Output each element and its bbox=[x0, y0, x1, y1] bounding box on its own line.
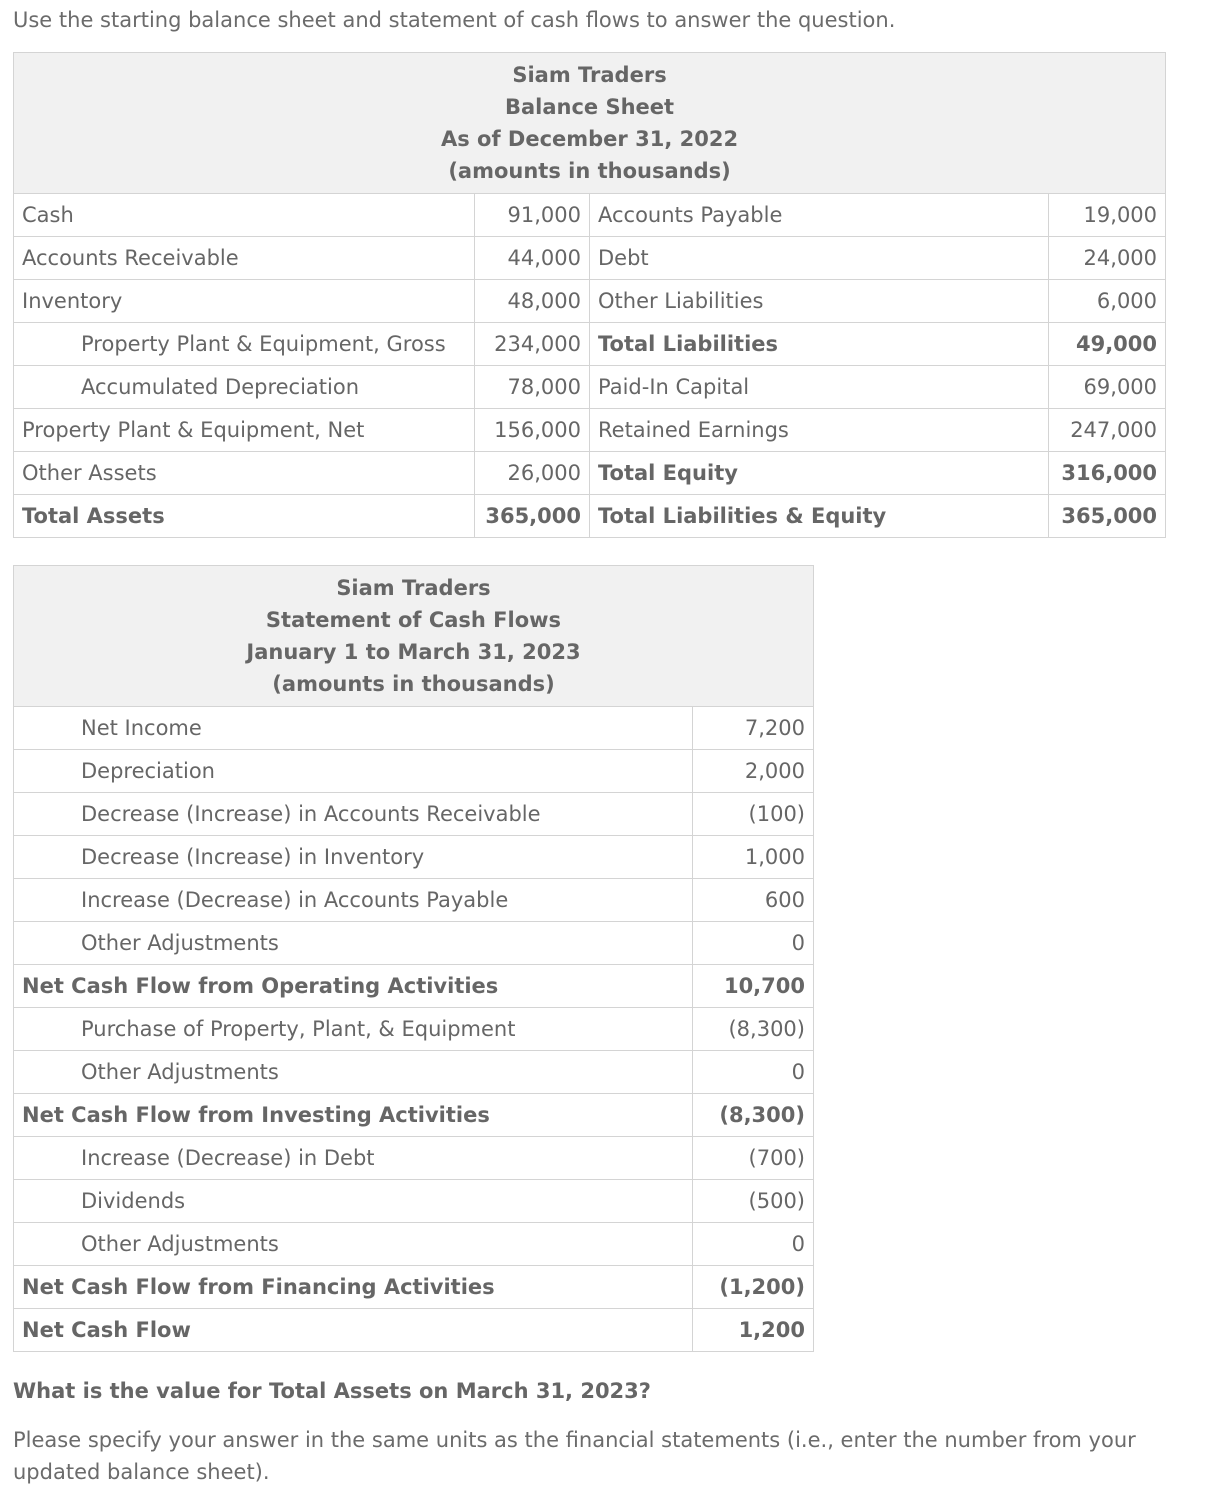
table-row bbox=[14, 1008, 814, 1051]
asset-label: Cash bbox=[14, 194, 475, 237]
asset-label: Property Plant & Equipment, Net bbox=[14, 409, 475, 452]
cash-flow-table bbox=[13, 565, 814, 1352]
cash-flow-value: (100) bbox=[693, 793, 814, 836]
table-row bbox=[14, 1137, 814, 1180]
table-row bbox=[14, 323, 1166, 366]
table-row bbox=[14, 237, 1166, 280]
table-row bbox=[14, 280, 1166, 323]
statement-title: Balance Sheet bbox=[504, 95, 675, 119]
asset-value: 48,000 bbox=[475, 280, 590, 323]
cash-flow-label: Increase (Decrease) in Accounts Payable bbox=[14, 879, 693, 922]
total-assets-value: 365,000 bbox=[475, 495, 590, 538]
table-row bbox=[14, 1180, 814, 1223]
equity-value: 69,000 bbox=[1049, 366, 1166, 409]
table-row bbox=[14, 1051, 814, 1094]
statement-title: Statement of Cash Flows bbox=[265, 608, 562, 632]
balance-sheet-header bbox=[14, 53, 1166, 194]
asset-label: Inventory bbox=[14, 280, 475, 323]
asset-value: 78,000 bbox=[475, 366, 590, 409]
table-row bbox=[14, 879, 814, 922]
liability-label: Other Liabilities bbox=[590, 280, 1049, 323]
cash-flow-label: Net Income bbox=[14, 707, 693, 750]
statement-units: (amounts in thousands) bbox=[272, 672, 555, 696]
statement-date: As of December 31, 2022 bbox=[440, 127, 739, 151]
table-row bbox=[14, 922, 814, 965]
investing-subtotal-value: (8,300) bbox=[693, 1094, 814, 1137]
table-row bbox=[14, 1266, 814, 1309]
asset-label: Accounts Receivable bbox=[14, 237, 475, 280]
cash-flow-label: Other Adjustments bbox=[14, 1051, 693, 1094]
cash-flow-value: (8,300) bbox=[693, 1008, 814, 1051]
investing-subtotal-label: Net Cash Flow from Investing Activities bbox=[14, 1094, 693, 1137]
table-row bbox=[14, 452, 1166, 495]
asset-value: 26,000 bbox=[475, 452, 590, 495]
table-row bbox=[14, 194, 1166, 237]
cash-flow-value: 2,000 bbox=[693, 750, 814, 793]
asset-label: Accumulated Depreciation bbox=[14, 366, 475, 409]
financing-subtotal-value: (1,200) bbox=[693, 1266, 814, 1309]
table-row bbox=[14, 1223, 814, 1266]
company-name: Siam Traders bbox=[336, 576, 491, 600]
cash-flow-header bbox=[14, 566, 814, 707]
cash-flow-value: 600 bbox=[693, 879, 814, 922]
cash-flow-label: Decrease (Increase) in Inventory bbox=[14, 836, 693, 879]
instruction-text: Please specify your answer in the same units as the financial statements (i.e., enter the number from your updated balance sheet). bbox=[13, 1428, 1136, 1484]
table-row bbox=[14, 965, 814, 1008]
liability-value: 6,000 bbox=[1049, 280, 1166, 323]
liability-value: 24,000 bbox=[1049, 237, 1166, 280]
table-row bbox=[14, 366, 1166, 409]
cash-flow-label: Other Adjustments bbox=[14, 1223, 693, 1266]
table-row bbox=[14, 495, 1166, 538]
equity-label: Total Equity bbox=[590, 452, 1049, 495]
statement-period: January 1 to March 31, 2023 bbox=[246, 640, 581, 664]
total-liabilities-equity-label: Total Liabilities & Equity bbox=[590, 495, 1049, 538]
cash-flow-label: Purchase of Property, Plant, & Equipment bbox=[14, 1008, 693, 1051]
balance-sheet-table bbox=[13, 52, 1166, 538]
cash-flow-value: 0 bbox=[693, 1051, 814, 1094]
operating-subtotal-label: Net Cash Flow from Operating Activities bbox=[14, 965, 693, 1008]
net-cash-flow-label: Net Cash Flow bbox=[14, 1309, 693, 1352]
table-row bbox=[14, 707, 814, 750]
table-row bbox=[14, 836, 814, 879]
cash-flow-value: 7,200 bbox=[693, 707, 814, 750]
table-row bbox=[14, 1309, 814, 1352]
equity-value: 316,000 bbox=[1049, 452, 1166, 495]
operating-subtotal-value: 10,700 bbox=[693, 965, 814, 1008]
cash-flow-value: 0 bbox=[693, 1223, 814, 1266]
asset-value: 234,000 bbox=[475, 323, 590, 366]
table-row bbox=[14, 409, 1166, 452]
liability-value: 49,000 bbox=[1049, 323, 1166, 366]
liability-label: Debt bbox=[590, 237, 1049, 280]
table-row bbox=[14, 750, 814, 793]
cash-flow-value: 0 bbox=[693, 922, 814, 965]
equity-label: Retained Earnings bbox=[590, 409, 1049, 452]
financing-subtotal-label: Net Cash Flow from Financing Activities bbox=[14, 1266, 693, 1309]
asset-value: 44,000 bbox=[475, 237, 590, 280]
cash-flow-label: Decrease (Increase) in Accounts Receivable bbox=[14, 793, 693, 836]
question-text: What is the value for Total Assets on March 31, 2023? bbox=[13, 1379, 651, 1403]
asset-value: 156,000 bbox=[475, 409, 590, 452]
cash-flow-label: Increase (Decrease) in Debt bbox=[14, 1137, 693, 1180]
intro-text: Use the starting balance sheet and statement of cash flows to answer the question. bbox=[13, 8, 896, 32]
liability-value: 19,000 bbox=[1049, 194, 1166, 237]
table-row bbox=[14, 1094, 814, 1137]
net-cash-flow-value: 1,200 bbox=[693, 1309, 814, 1352]
table-row bbox=[14, 793, 814, 836]
liability-label: Accounts Payable bbox=[590, 194, 1049, 237]
asset-label: Property Plant & Equipment, Gross bbox=[14, 323, 475, 366]
cash-flow-label: Dividends bbox=[14, 1180, 693, 1223]
cash-flow-label: Other Adjustments bbox=[14, 922, 693, 965]
cash-flow-value: 1,000 bbox=[693, 836, 814, 879]
cash-flow-value: (500) bbox=[693, 1180, 814, 1223]
cash-flow-value: (700) bbox=[693, 1137, 814, 1180]
company-name: Siam Traders bbox=[512, 63, 667, 87]
equity-value: 247,000 bbox=[1049, 409, 1166, 452]
total-assets-label: Total Assets bbox=[14, 495, 475, 538]
total-liabilities-equity-value: 365,000 bbox=[1049, 495, 1166, 538]
statement-units: (amounts in thousands) bbox=[448, 159, 731, 183]
cash-flow-label: Depreciation bbox=[14, 750, 693, 793]
asset-label: Other Assets bbox=[14, 452, 475, 495]
equity-label: Paid-In Capital bbox=[590, 366, 1049, 409]
liability-label: Total Liabilities bbox=[590, 323, 1049, 366]
asset-value: 91,000 bbox=[475, 194, 590, 237]
